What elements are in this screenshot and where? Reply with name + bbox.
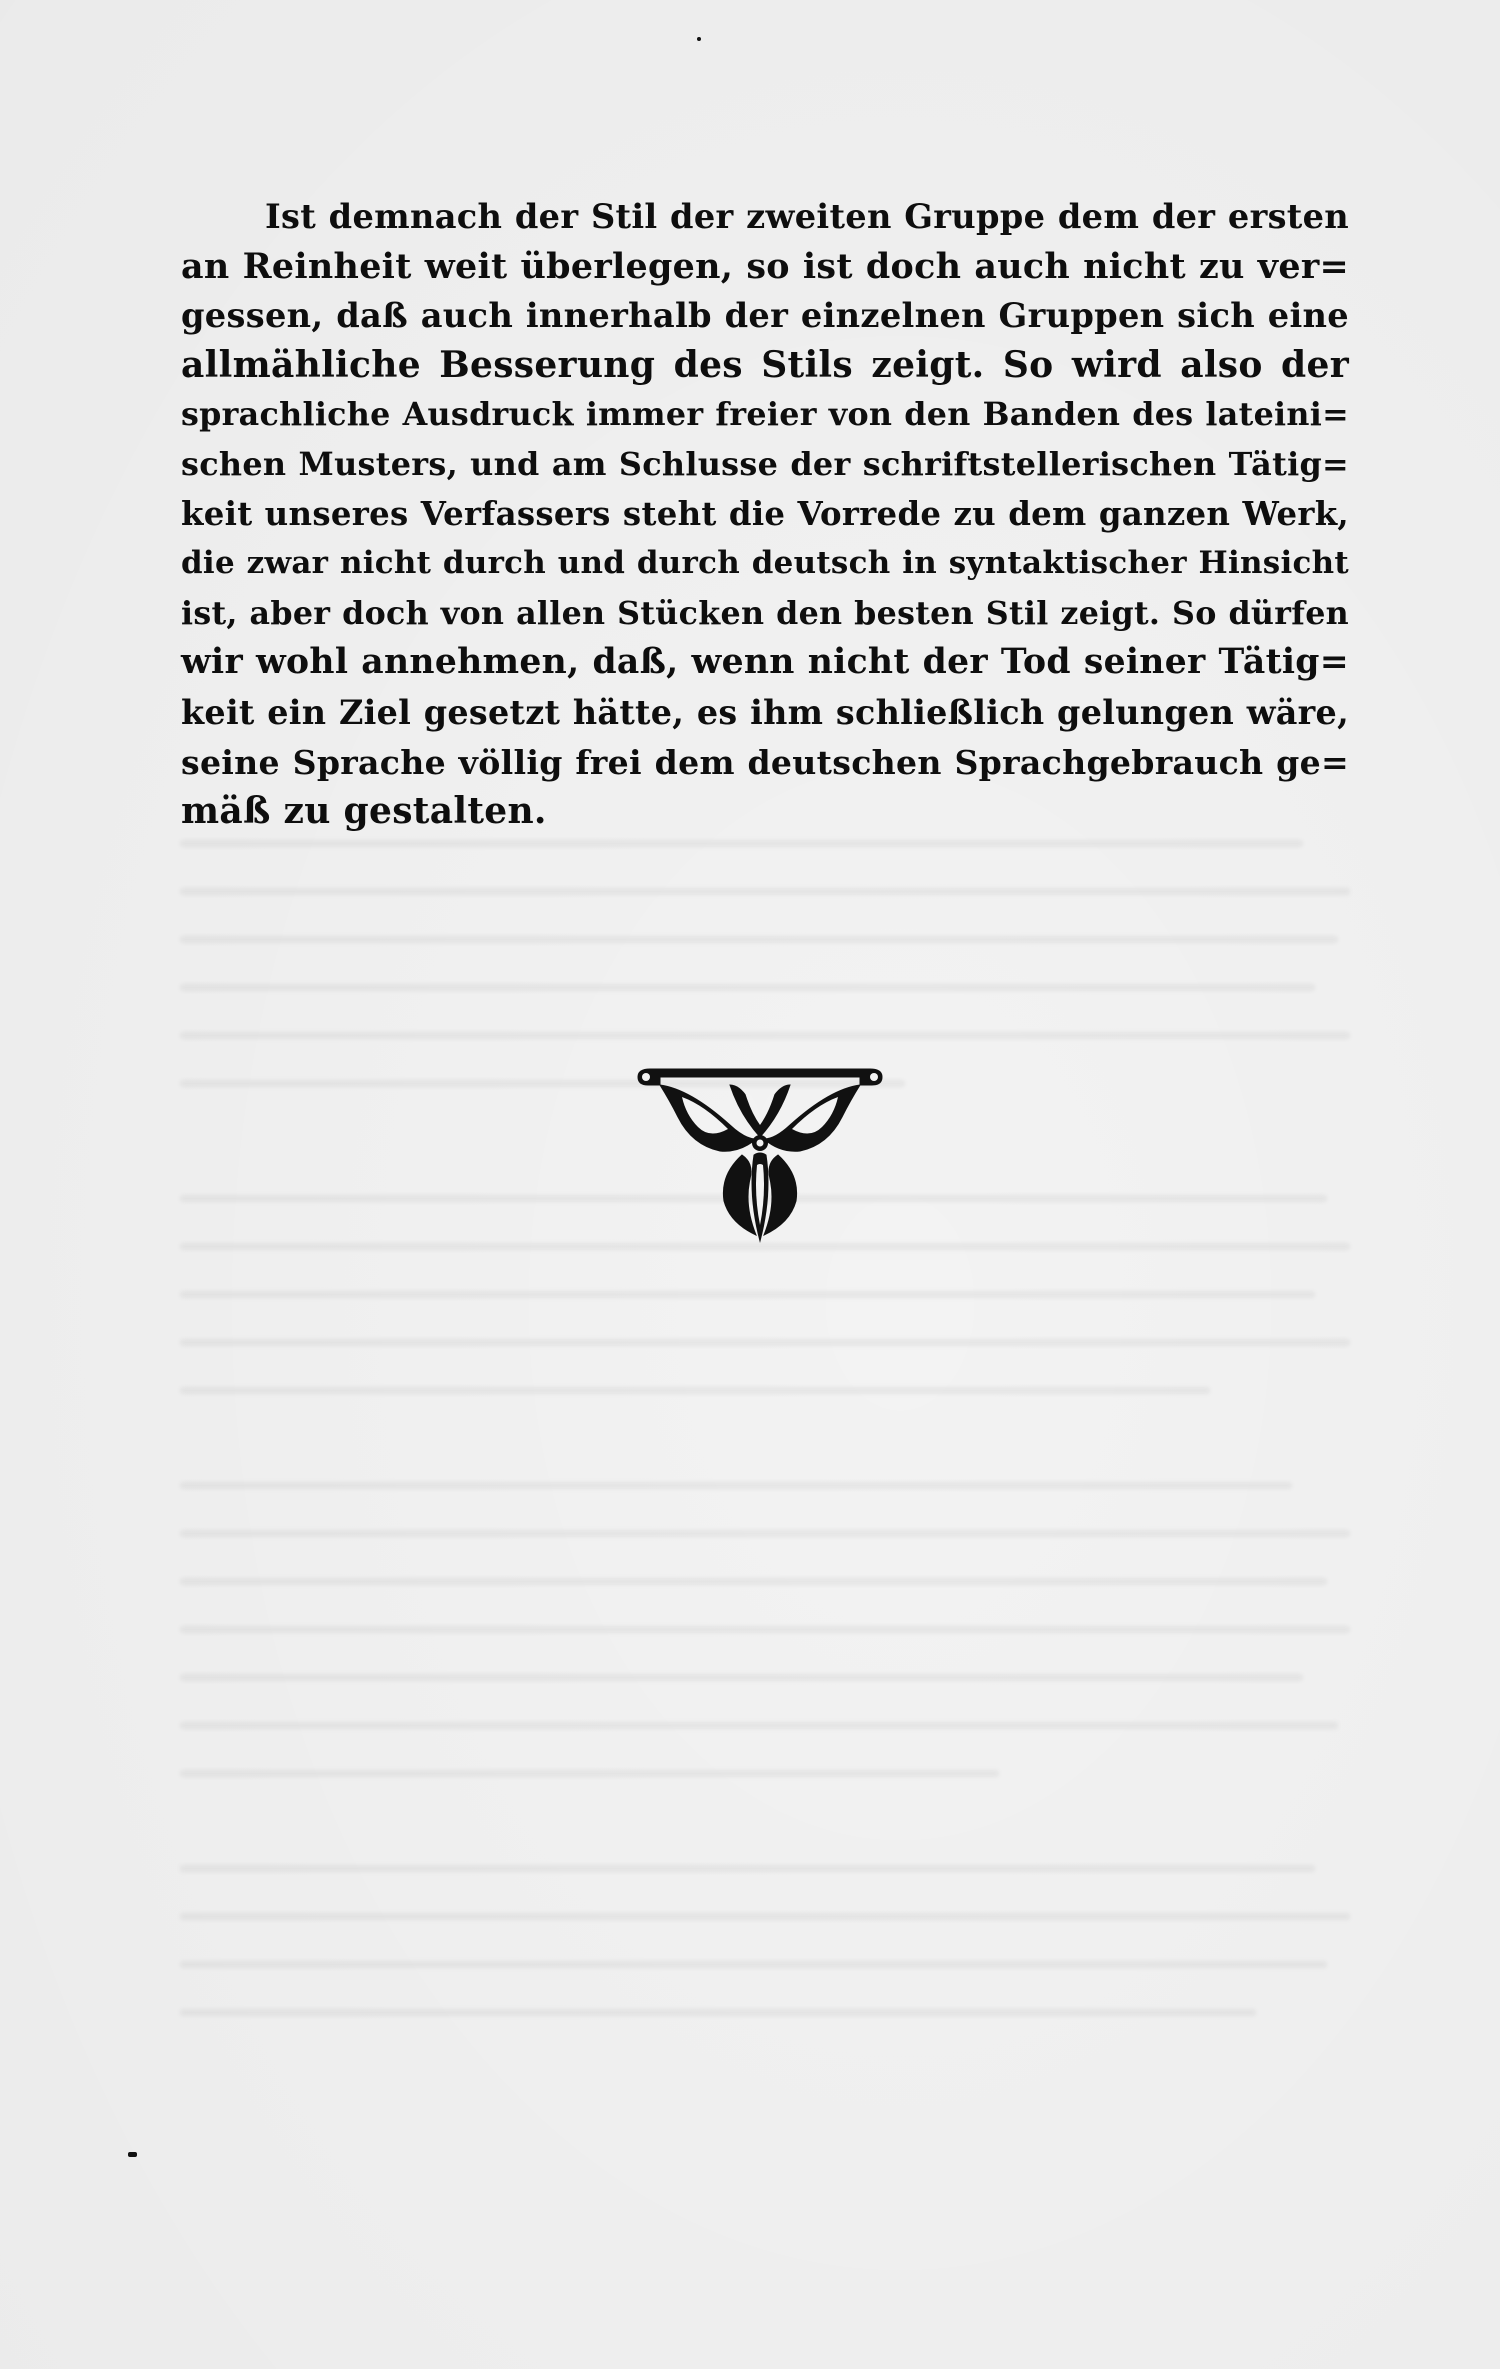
text-line: seine Sprache völlig frei dem deutschen Sprachgebrauch ge=	[181, 742, 1349, 782]
text-line: sprachliche Ausdruck immer freier von den Banden des lateini=	[181, 396, 1349, 434]
text-line: schen Musters, und am Schlusse der schriftstellerischen Tätig=	[181, 444, 1349, 483]
bleed-through-text	[180, 840, 1350, 2220]
text-line: mäß zu gestalten.	[181, 790, 547, 833]
text-line: Ist demnach der Stil der zweiten Gruppe dem der ersten	[265, 196, 1349, 236]
floral-tailpiece-icon	[620, 1055, 900, 1245]
text-line: gessen, daß auch innerhalb der einzelnen Gruppen sich eine	[181, 295, 1349, 336]
margin-speck	[128, 2152, 137, 2157]
text-line: keit unseres Verfassers steht die Vorrede zu dem ganzen Werk,	[181, 494, 1349, 533]
text-line: an Reinheit weit überlegen, so ist doch auch nicht zu ver=	[181, 245, 1349, 287]
text-line: die zwar nicht durch und durch deutsch in syntaktischer Hinsicht	[181, 545, 1349, 582]
margin-speck	[697, 37, 701, 41]
body-paragraph	[181, 192, 1349, 837]
text-line: ist, aber doch von allen Stücken den besten Stil zeigt. So dürfen	[181, 594, 1349, 632]
text-line: keit ein Ziel gesetzt hätte, es ihm schließlich gelungen wäre,	[181, 692, 1349, 732]
text-line: wir wohl annehmen, daß, wenn nicht der Tod seiner Tätig=	[181, 642, 1349, 683]
text-line: allmähliche Besserung des Stils zeigt. So wird also der	[181, 343, 1349, 386]
